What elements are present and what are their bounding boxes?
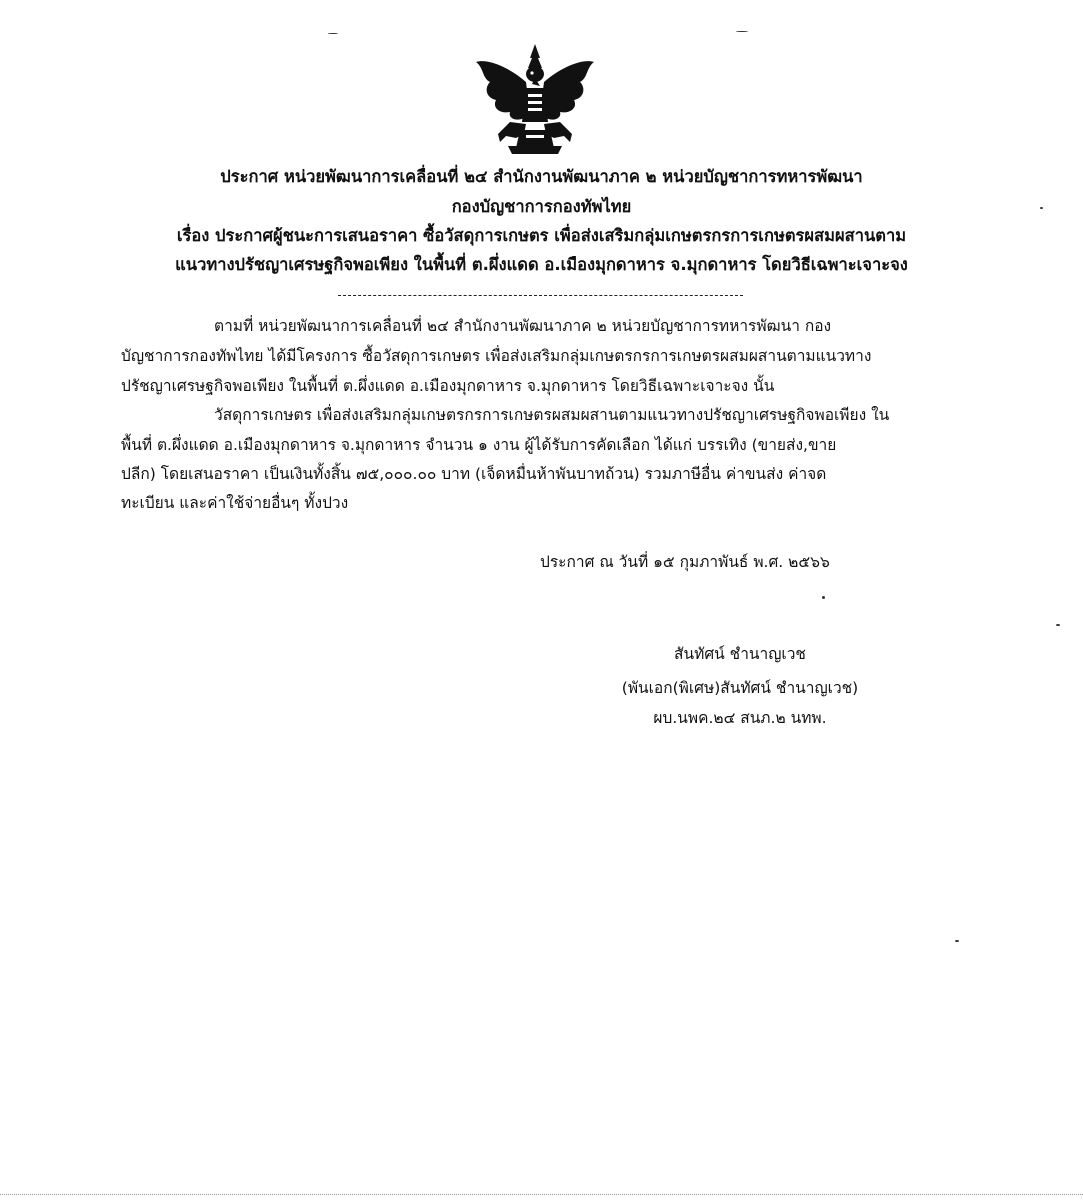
scan-speck [328,33,338,34]
scan-speck [1056,624,1060,626]
body-line: ตามที่ หน่วยพัฒนาการเคลื่อนที่ ๒๔ สำนักงานพัฒนาภาค ๒ หน่วยบัญชาการทหารพัฒนา กอง [214,317,832,335]
scan-speck [1040,207,1043,209]
body-line: ปลีก) โดยเสนอราคา เป็นเงินทั้งสิ้น ๗๕,๐๐๐.๐๐ บาท (เจ็ดหมื่นห้าพันบาทถ้วน) รวมภาษีอื่น ค่าขนส่ง ค่าจด [121,465,827,483]
scan-speck [822,596,825,599]
announcement-date: ประกาศ ณ วันที่ ๑๕ กุมภาพันธ์ พ.ศ. ๒๕๖๖ [540,553,830,571]
announcement-subject-cont: แนวทางปรัชญาเศรษฐกิจพอเพียง ในพื้นที่ ต.ผึ่งแดด อ.เมืองมุกดาหาร จ.มุกดาหาร โดยวิธีเฉพาะเจาะจง [175,255,908,274]
body-line: วัสดุการเกษตร เพื่อส่งเสริมกลุ่มเกษตรกรการเกษตรผสมผสานตามแนวทางปรัชญาเศรษฐกิจพอเพียง ใน [214,406,890,424]
announcement-subject: เรื่อง ประกาศผู้ชนะการเสนอราคา ซื้อวัสดุการเกษตร เพื่อส่งเสริมกลุ่มเกษตรกรการเกษตรผสมผสานตาม [176,226,907,245]
scan-edge [0,1194,1083,1195]
scan-speck [736,31,748,32]
body-line: บัญชาการกองทัพไทย ได้มีโครงการ ซื้อวัสดุการเกษตร เพื่อส่งเสริมกลุ่มเกษตรกรการเกษตรผสมผสานตามแนวทาง [121,347,872,365]
scan-speck [955,940,959,942]
body-line: พื้นที่ ต.ผึ่งแดด อ.เมืองมุกดาหาร จ.มุกดาหาร จำนวน ๑ งาน ผู้ได้รับการคัดเลือก ได้แก่ บรรเทิง (ขายส่ง,ขาย [121,436,837,454]
body-line: ทะเบียน และค่าใช้จ่ายอื่นๆ ทั้งปวง [121,494,349,512]
announcement-title: ประกาศ หน่วยพัฒนาการเคลื่อนที่ ๒๔ สำนักงานพัฒนาภาค ๒ หน่วยบัญชาการทหารพัฒนา [220,167,863,186]
signature: สันทัศน์ ชำนาญเวช [674,645,806,663]
signatory-full-name: (พันเอก(พิเศษ)สันทัศน์ ชำนาญเวช) [621,679,859,697]
body-line: ปรัชญาเศรษฐกิจพอเพียง ในพื้นที่ ต.ผึ่งแดด อ.เมืองมุกดาหาร จ.มุกดาหาร โดยวิธีเฉพาะเจาะจง นั้น [121,377,775,395]
garuda-emblem-icon [470,38,600,158]
announcement-title-org: กองบัญชาการกองทัพไทย [451,197,632,216]
signatory-position: ผบ.นพค.๒๔ สนภ.๒ นทพ. [653,709,827,727]
divider [338,295,743,296]
